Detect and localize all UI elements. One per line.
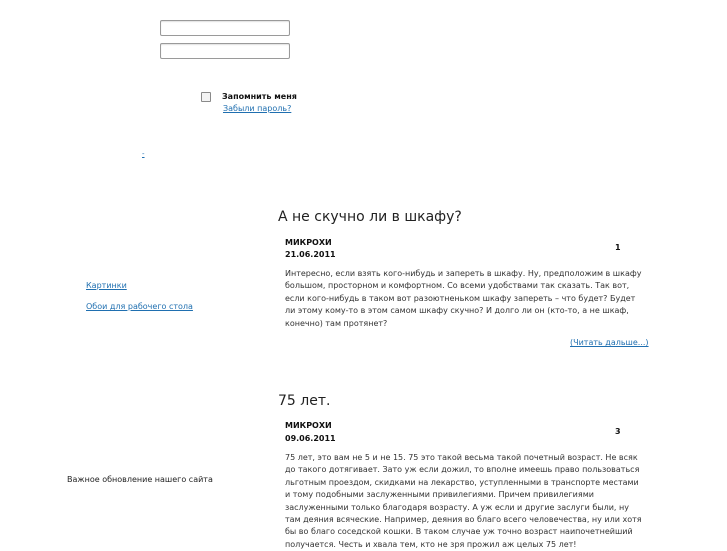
forgot-password-link[interactable]: Забыли пароль? (223, 104, 292, 113)
post-text: Интересно, если взять кого-нибудь и запереть в шкафу. Ну, предположим в шкафу большом, просторном и комфортном. Со всеми удобствами так сказать. Так вот, если кого-нибудь в таком вот разоютненьком шкафу запереть – что будет? Будет ли этому кому-то в этом самом шкафу скучно? И долго ли он (кто-то, а не шкаф, конечно) там протянет? (285, 269, 642, 328)
read-more-link[interactable]: (Читать дальше...) (570, 338, 649, 347)
post-title[interactable]: А не скучно ли в шкафу? (278, 209, 462, 225)
comment-count[interactable]: 3 (615, 427, 621, 436)
post-text: 75 лет, это вам не 5 и не 15. 75 это такой весьма такой почетный возраст. Не всяк до такого дотягивает. Зато уж если дожил, то вполне имеешь право пользоваться льготным проездом, скидками на лекарство, уступленными в транспорте местами и тому подобными заслуженными привилегиями. Причем привилегиями заслуженными только благодаря возрасту. А уж если и другие заслуги были, ну там деяния всяческие. Например, деяния во благо всего человечества, ну или хотя бы во благо соседской кошки. В таком случае уж точно возраст наипочетнейший получается. Честь и хвала тем, кто не зря прожил аж целых 75 лет! (285, 453, 642, 549)
remember-me-label: Запомнить меня (222, 92, 297, 101)
sidebar-link-wallpapers[interactable]: Обои для рабочего стола (86, 302, 193, 311)
password-input[interactable] (160, 43, 290, 59)
post-author: МИКРОХИ (285, 421, 332, 430)
comment-count[interactable]: 1 (615, 243, 621, 252)
post-author: МИКРОХИ (285, 238, 332, 247)
sidebar-link-pictures[interactable]: Картинки (86, 281, 127, 290)
post-title[interactable]: 75 лет. (278, 393, 331, 409)
sidebar-news-item[interactable]: Важное обновление нашего сайта (67, 475, 213, 484)
remember-me-checkbox[interactable] (201, 92, 211, 102)
post-date: 09.06.2011 (285, 434, 336, 443)
post-date: 21.06.2011 (285, 250, 336, 259)
username-input[interactable] (160, 20, 290, 36)
small-link-mark[interactable]: - (142, 150, 145, 158)
